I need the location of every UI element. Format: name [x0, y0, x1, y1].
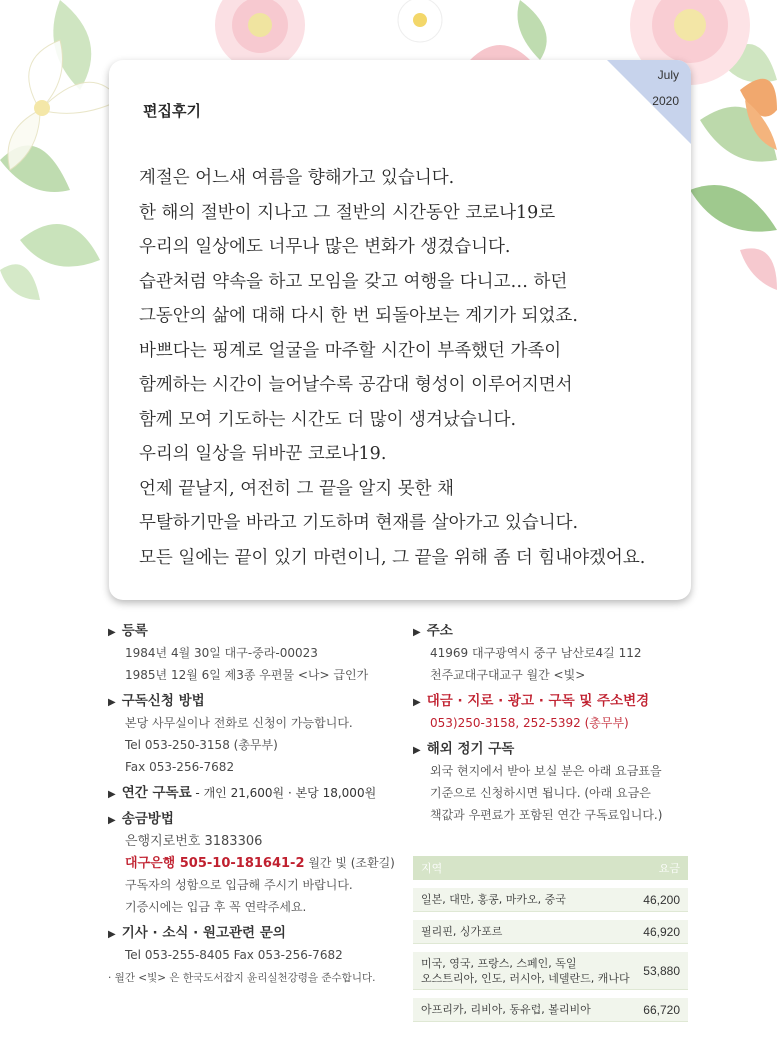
editorial-line: 습관처럼 약속을 하고 모임을 갖고 여행을 다니고… 하던 [139, 271, 568, 292]
info-column-left [108, 620, 408, 988]
address-heading: ▶ 주소 [413, 623, 453, 639]
subscription-method-heading: ▶ 구독신청 방법 [108, 693, 205, 709]
remittance-note: 구독자의 성함으로 입금해 주시기 바랍니다. [125, 878, 353, 892]
bank-account: 대구은행 505-10-181641-2 월간 빛 (조환길) [125, 856, 395, 871]
editorial-line: 언제 끝날지, 여전히 그 끝을 알지 못한 채 [139, 478, 454, 499]
subscription-tel: Tel 053-250-3158 (총무부) [125, 738, 278, 752]
annual-fee-heading: ▶ 연간 구독료 - 개인 21,600원 · 본당 18,000원 [108, 785, 377, 801]
inquiry-contact: Tel 053-255-8405 Fax 053-256-7682 [125, 948, 343, 962]
annual-fee-detail: - 개인 21,600원 · 본당 18,000원 [191, 786, 377, 800]
info-column-right [413, 620, 693, 826]
subscription-fax: Fax 053-256-7682 [125, 760, 235, 774]
triangle-right-icon: ▶ [108, 815, 116, 826]
rate-table-header-region: 지역 [421, 862, 443, 875]
editorial-card [109, 60, 691, 600]
table-row [413, 998, 688, 1022]
editorial-line: 그동안의 삶에 대해 다시 한 번 되돌아보는 계기가 되었죠. [139, 306, 578, 326]
remittance-heading: ▶ 송금방법 [108, 811, 174, 827]
editorial-line: 함께하는 시간이 늘어날수록 공감대 형성이 이루어지면서 [139, 375, 573, 395]
triangle-right-icon: ▶ [108, 929, 116, 940]
inquiry-heading: ▶ 기사 · 소식 · 원고관련 문의 [108, 925, 286, 941]
subscription-method-line: 본당 사무실이나 전화로 신청이 가능합니다. [125, 716, 353, 730]
overseas-line: 외국 현지에서 받아 보실 분은 아래 요금표을 [430, 764, 662, 778]
registration-heading: ▶ 등록 [108, 623, 148, 639]
rate-fee: 46,200 [643, 892, 680, 907]
triangle-right-icon: ▶ [108, 789, 116, 800]
rate-fee: 53,880 [643, 963, 680, 978]
ethics-footnote: · 월간 <빛> 은 한국도서잡지 윤리실천강령을 준수합니다. [108, 972, 376, 984]
table-row [413, 920, 688, 944]
table-row [413, 952, 688, 990]
rate-fee: 66,720 [643, 1002, 680, 1017]
editorial-line: 함께 모여 기도하는 시간도 더 많이 생겨났습니다. [139, 409, 517, 430]
issue-year: 2020 [652, 94, 679, 108]
payment-change-phone: 053)250-3158, 252-5392 (총무부) [430, 716, 629, 730]
editorial-title: 편집후기 [143, 102, 201, 120]
rate-region: 필리핀, 싱가포르 [421, 925, 503, 938]
overseas-heading: ▶ 해외 정기 구독 [413, 741, 515, 757]
issue-month: July [657, 68, 679, 82]
giro-number: 은행지로번호 3183306 [125, 834, 263, 849]
triangle-right-icon: ▶ [108, 627, 116, 638]
remittance-note: 기증시에는 입금 후 꼭 연락주세요. [125, 900, 307, 914]
editorial-line: 우리의 일상에도 너무나 많은 변화가 생겼습니다. [139, 237, 511, 257]
editorial-line: 한 해의 절반이 지나고 그 절반의 시간동안 코로나19로 [139, 202, 556, 223]
overseas-rate-table [413, 856, 688, 1022]
rate-table-header [413, 856, 688, 880]
triangle-right-icon: ▶ [413, 627, 421, 638]
payment-change-heading: ▶ 대금 · 지로 · 광고 · 구독 및 주소변경 [413, 693, 650, 709]
address-line: 41969 대구광역시 중구 남산로4길 112 [430, 646, 642, 660]
rate-region: 미국, 영국, 프랑스, 스페인, 독일 오스트리아, 인도, 러시아, 네델란드, 캐나다 [421, 956, 630, 985]
rate-fee: 46,920 [643, 924, 680, 939]
overseas-line: 기준으로 신청하시면 됩니다. (아래 요금은 [430, 786, 651, 800]
table-row [413, 888, 688, 912]
registration-line: 1984년 4월 30일 대구-중라-00023 [125, 646, 318, 660]
address-line: 천주교대구대교구 월간 <빛> [430, 668, 586, 682]
editorial-body [139, 161, 685, 575]
editorial-line: 바쁘다는 핑계로 얼굴을 마주할 시간이 부족했던 가족이 [139, 340, 562, 361]
triangle-right-icon: ▶ [108, 697, 116, 708]
rate-table-header-fee: 요금 [658, 862, 680, 875]
triangle-right-icon: ▶ [413, 745, 421, 756]
registration-line: 1985년 12월 6일 제3종 우편물 <나> 급인가 [125, 668, 369, 682]
rate-region: 아프리카, 리비아, 동유럽, 볼리비아 [421, 1003, 591, 1016]
triangle-right-icon: ▶ [413, 697, 421, 708]
editorial-line: 무탈하기만을 바라고 기도하며 현재를 살아가고 있습니다. [139, 513, 579, 533]
account-holder: 월간 빛 (조환길) [304, 856, 395, 870]
editorial-line: 계절은 어느새 여름을 향해가고 있습니다. [139, 168, 455, 188]
editorial-line: 우리의 일상을 뒤바꾼 코로나19. [139, 444, 387, 464]
rate-region: 일본, 대만, 홍콩, 마카오, 중국 [421, 893, 566, 906]
overseas-line: 책값과 우편료가 포함된 연간 구독료입니다.) [430, 808, 663, 822]
editorial-line: 모든 일에는 끝이 있기 마련이니, 그 끝을 위해 좀 더 힘내야겠어요. [139, 547, 646, 568]
